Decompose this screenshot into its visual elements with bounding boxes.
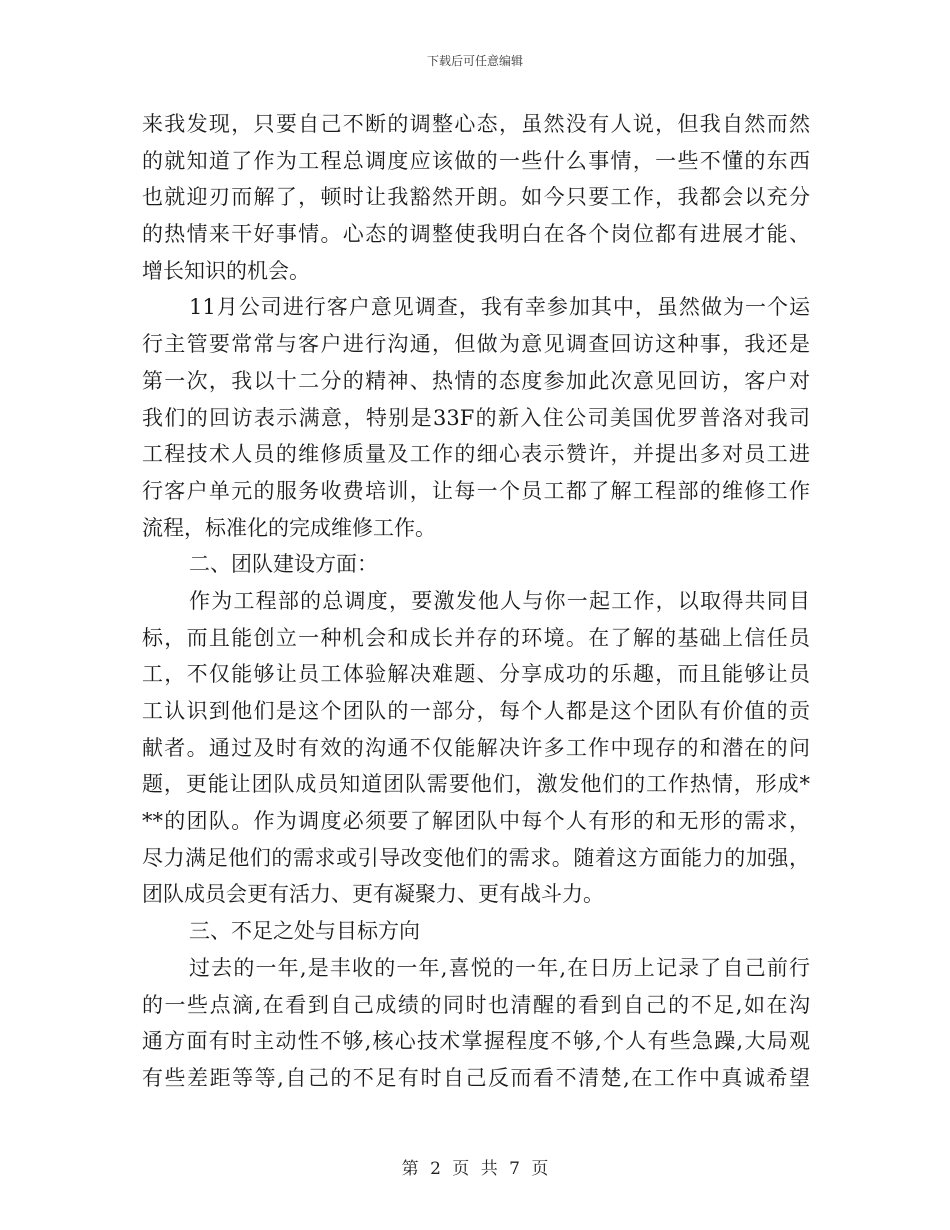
- text-line: 有些差距等等,自己的不足有时自己反而看不清楚,在工作中真诚希望: [142, 1065, 810, 1090]
- text-line: 来我发现，只要自己不断的调整心态，虽然没有人说，但我自然而然: [142, 112, 810, 136]
- paragraph: [142, 583, 810, 913]
- paragraph: [142, 950, 810, 1097]
- page-footer: 第 2 页 共 7 页: [401, 1159, 549, 1179]
- text-line: 我们的回访表示满意，特别是33F的新入住公司美国优罗普洛对我司: [142, 405, 810, 430]
- text-line: 第一次，我以十二分的精神、热情的态度参加此次意见回访，客户对: [142, 368, 810, 393]
- paragraph: [142, 106, 810, 289]
- text-line: 尽力满足他们的需求或引导改变他们的需求。随着这方面能力的加强，: [142, 845, 810, 870]
- text-line: 行主管要常常与客户进行沟通，但做为意见调查回访这种事，我还是: [142, 332, 810, 357]
- text-line: 标，而且能创立一种机会和成长并存的环境。在了解的基础上信任员: [142, 625, 810, 650]
- paragraph: [142, 289, 810, 546]
- text-line: 增长知识的机会。: [142, 258, 310, 283]
- text-line: 团队成员会更有活力、更有凝聚力、更有战斗力。: [142, 882, 604, 907]
- text-line: 通方面有时主动性不够,核心技术掌握程度不够,个人有些急躁,大局观: [142, 1029, 810, 1054]
- text-line: 的热情来干好事情。心态的调整使我明白在各个岗位都有进展才能、: [142, 222, 810, 247]
- text-line: 也就迎刃而解了，顿时让我豁然开朗。如今只要工作，我都会以充分: [142, 185, 810, 210]
- text-line: 过去的一年,是丰收的一年,喜悦的一年,在日历上记录了自己前行: [189, 955, 810, 980]
- text-line: 行客户单元的服务收费培训，让每一个员工都了解工程部的维修工作: [142, 478, 810, 503]
- text-line: 的就知道了作为工程总调度应该做的一些什么事情，一些不懂的东西: [142, 148, 810, 173]
- paragraph: [142, 913, 810, 950]
- text-line: 作为工程部的总调度，要激发他人与你一起工作，以取得共同目: [189, 588, 810, 613]
- text-line: 工认识到他们是这个团队的一部分，每个人都是这个团队有价值的贡: [142, 699, 810, 723]
- text-line: 的一些点滴,在看到自己成绩的同时也清醒的看到自己的不足,如在沟: [142, 992, 810, 1017]
- text-line: 献者。通过及时有效的沟通不仅能解决许多工作中现存的和潜在的问: [142, 735, 810, 760]
- text-line: 三、不足之处与目标方向: [189, 919, 420, 944]
- document-body: [142, 106, 810, 1097]
- text-line: 题，更能让团队成员知道团队需要他们，激发他们的工作热情，形成*: [142, 772, 810, 797]
- text-line: 工，不仅能够让员工体验解决难题、分享成功的乐趣，而且能够让员: [142, 662, 810, 687]
- text-line: 流程，标准化的完成维修工作。: [142, 515, 436, 540]
- page-header: 下载后可任意编辑: [426, 54, 523, 68]
- text-line: 二、团队建设方面：: [189, 552, 378, 577]
- text-line: **的团队。作为调度必须要了解团队中每个人有形的和无形的需求，: [142, 809, 810, 834]
- paragraph: [142, 546, 810, 583]
- text-line: 11月公司进行客户意见调查，我有幸参加其中，虽然做为一个运: [189, 295, 810, 320]
- text-line: 工程技术人员的维修质量及工作的细心表示赞许，并提出多对员工进: [142, 442, 810, 467]
